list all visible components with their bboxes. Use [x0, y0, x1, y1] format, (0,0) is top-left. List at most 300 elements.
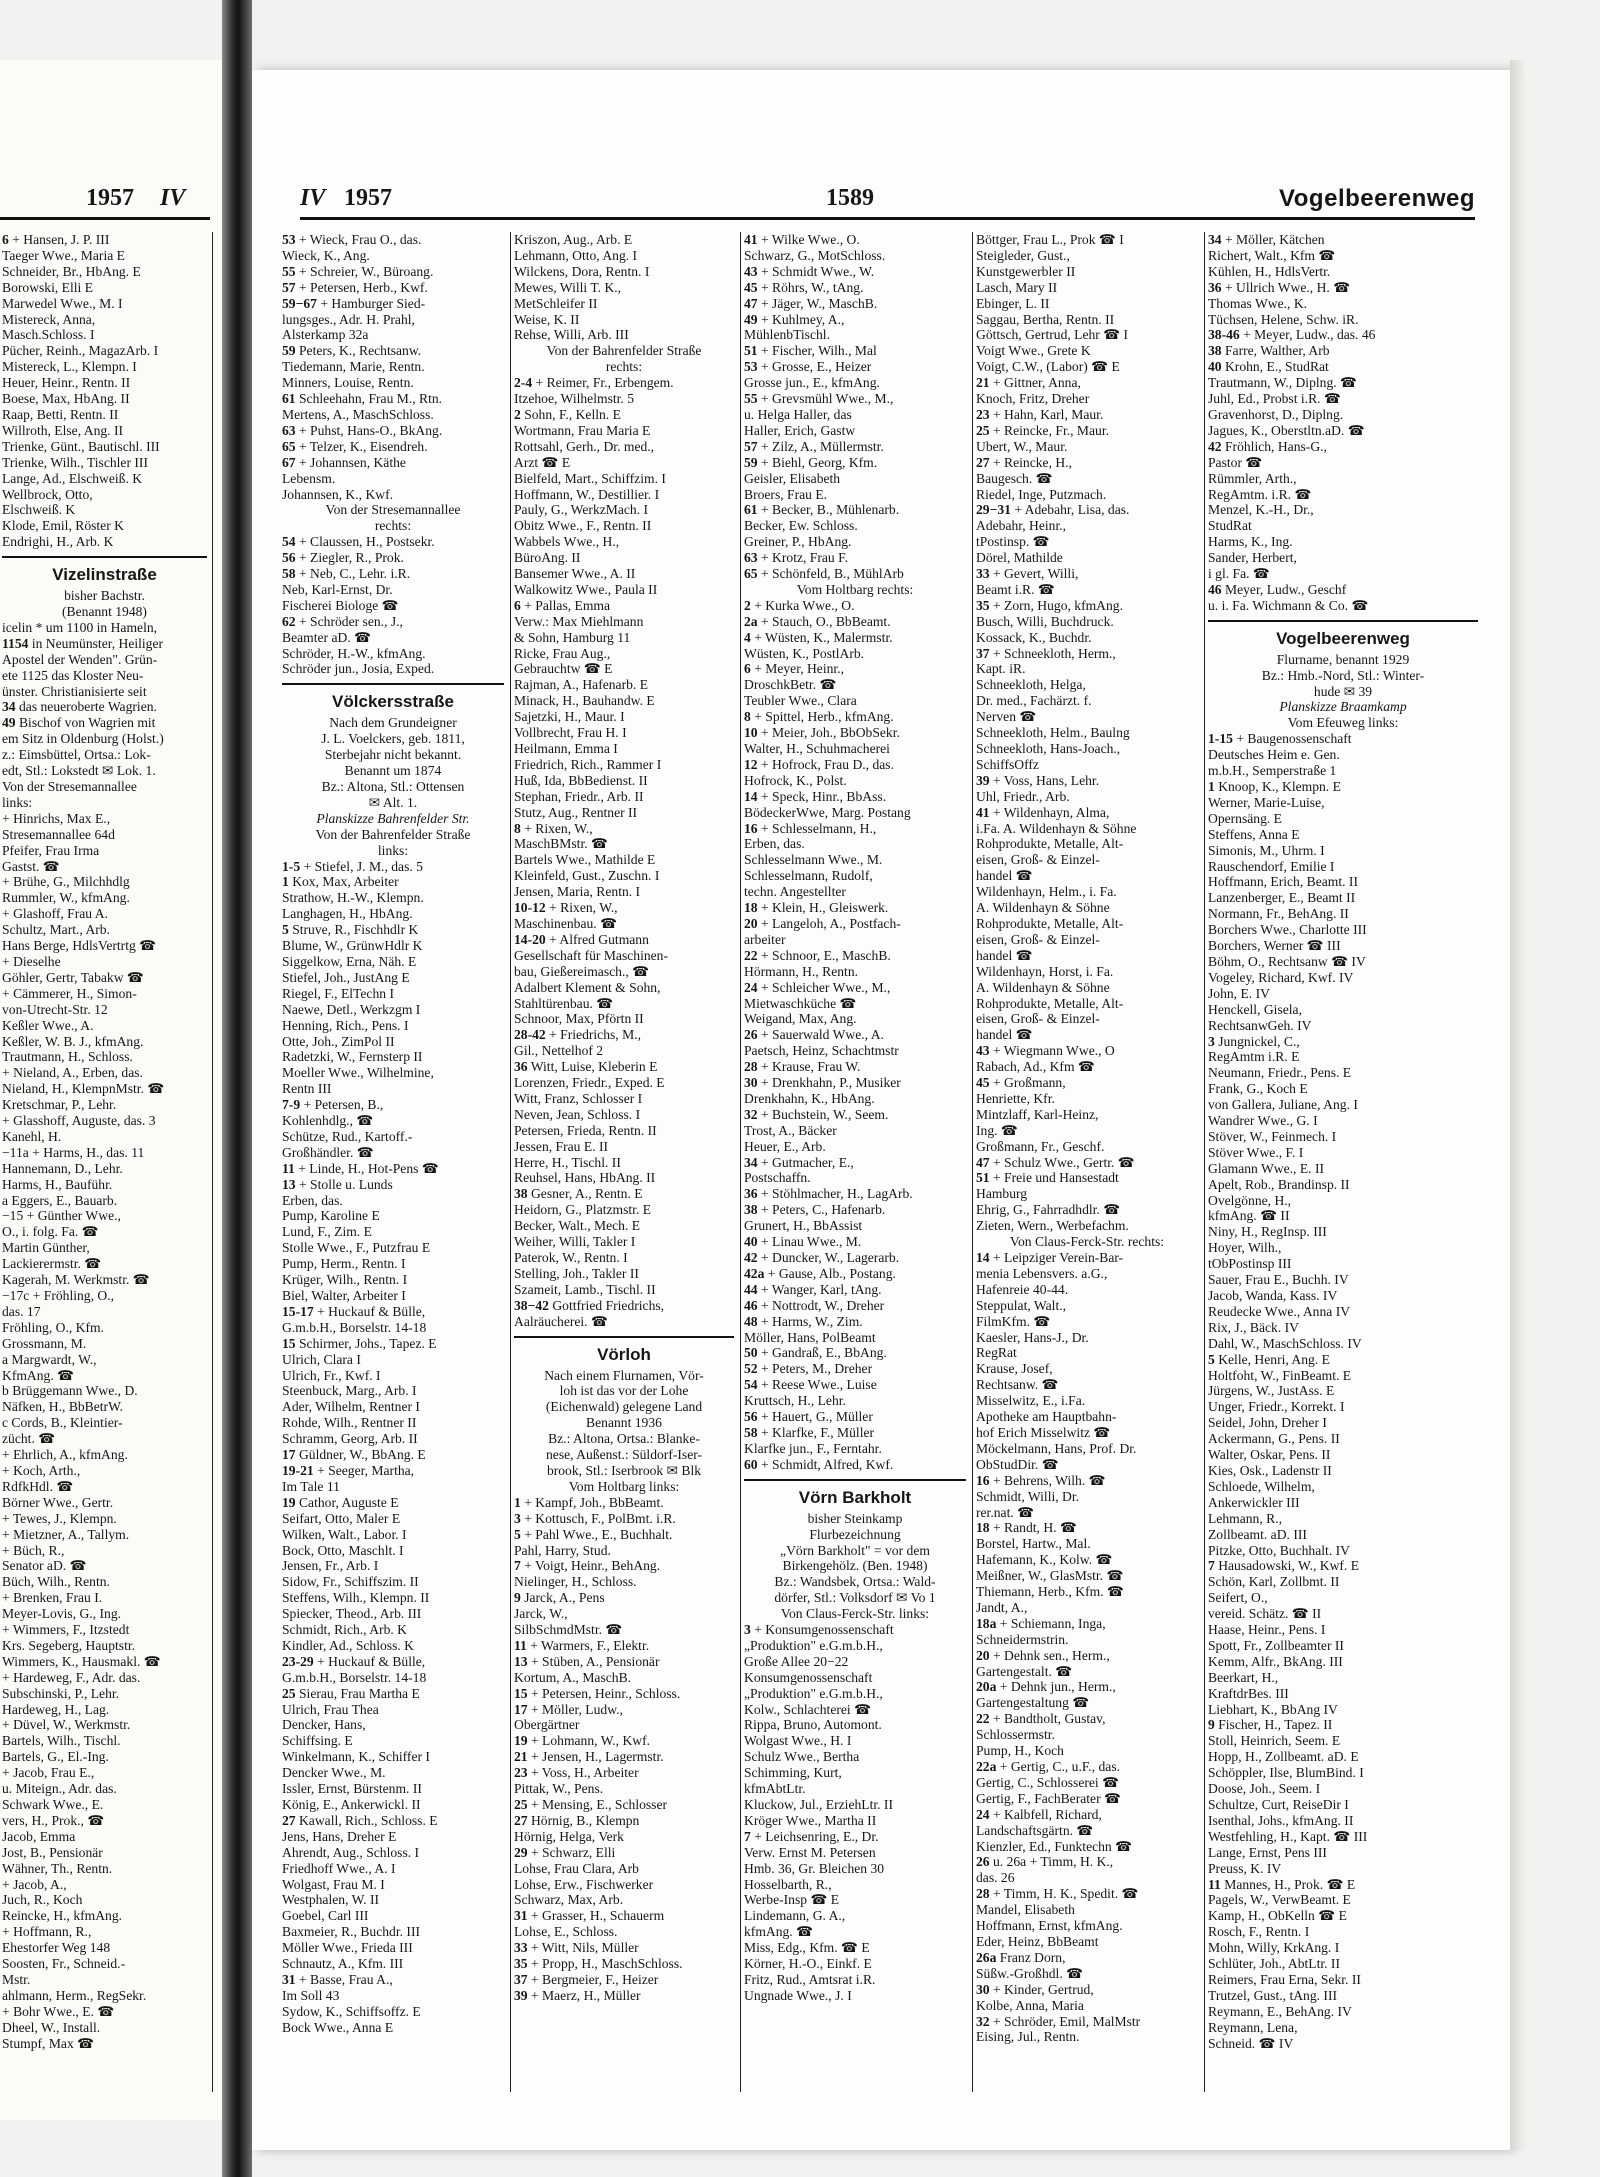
resident-entry: MühlenbTischl.: [744, 327, 830, 343]
resident-entry: −17c + Fröhling, O.,: [2, 1288, 114, 1303]
resident-entry: Böttger, Frau L., Prok ☎ I: [976, 232, 1124, 247]
resident-entry: Ader, Wilhelm, Rentner I: [282, 1399, 420, 1415]
resident-entry: 40 + Linau Wwe., M.: [744, 1234, 862, 1250]
house-number: 13: [282, 1176, 296, 1192]
resident-entry: Ricke, Frau Aug.,: [514, 645, 611, 661]
resident-entry: 28 + Krause, Frau W.: [744, 1059, 861, 1075]
house-number: 11: [282, 1160, 295, 1176]
resident-entry: Kienzler, Ed., Funktechn ☎: [976, 1838, 1133, 1854]
resident-entry: Otte, Joh., ZimPol II: [282, 1033, 395, 1049]
resident-entry: MetSchleifer II: [514, 295, 598, 311]
resident-entry: Schimming, Kurt,: [744, 1765, 842, 1781]
resident-entry: 24 + Kalbfell, Richard,: [976, 1806, 1102, 1822]
resident-entry: Stumpf, Max ☎: [2, 2035, 95, 2051]
resident-entry: handel ☎: [976, 947, 1033, 963]
resident-entry: 30 + Kinder, Gertrud,: [976, 1981, 1094, 1997]
resident-entry: Seifart, Otto, Maler E: [282, 1510, 401, 1526]
resident-entry: i.Fa. A. Wildenhayn & Söhne: [976, 820, 1137, 836]
resident-entry: Pump, Herm., Rentn. I: [282, 1256, 406, 1272]
resident-entry: Nielinger, H., Schloss.: [514, 1574, 637, 1590]
section-note: brook, Stl.: Iserbrook ✉ Blk: [546, 1462, 702, 1478]
resident-entry: Werner, Marie-Luise,: [1208, 794, 1325, 810]
resident-entry: Süßw.-Großhdl. ☎: [976, 1965, 1084, 1981]
resident-entry: Schramm, Georg, Arb. II: [282, 1431, 418, 1447]
house-number: 5: [514, 1526, 521, 1542]
resident-entry: Schwark Wwe., E.: [2, 1797, 104, 1812]
resident-entry: 1 + Kampf, Joh., BbBeamt.: [514, 1494, 664, 1510]
resident-entry: 8 + Spittel, Herb., kfmAng.: [744, 709, 894, 725]
house-number: 31: [514, 1908, 528, 1924]
house-number: 20a: [976, 1679, 997, 1695]
house-number: 1154: [2, 635, 29, 651]
house-number: 31: [282, 1971, 296, 1987]
resident-entry: O., i. folg. Fa. ☎: [2, 1224, 99, 1240]
house-number: 34: [2, 699, 16, 715]
resident-entry: Lange, Ad., Elschweiß. K: [2, 470, 143, 486]
resident-entry: Schlesselmann, Rudolf,: [744, 868, 873, 884]
resident-entry: Nieland, H., KlempnMstr. ☎: [2, 1081, 165, 1097]
resident-entry: Gebrauchtw ☎ E: [514, 661, 613, 677]
resident-entry: 20 + Dehnk sen., Herm.,: [976, 1647, 1110, 1663]
resident-entry: Tüchsen, Helene, Schw. iR.: [1208, 311, 1359, 327]
resident-entry: Henriette, Kfr.: [976, 1090, 1055, 1106]
resident-entry: Hoffmann, Erich, Beamt. II: [1208, 874, 1358, 890]
resident-entry: Göttsch, Gertrud, Lehr ☎ I: [976, 327, 1129, 343]
resident-entry: Tiedemann, Marie, Rentn.: [282, 359, 425, 375]
resident-entry: Reymann, Lena,: [1208, 2019, 1298, 2035]
resident-entry: 17 + Möller, Ludw.,: [514, 1701, 623, 1717]
resident-entry: + Koch, Arth.,: [2, 1462, 81, 1478]
resident-entry: BüroAng. II: [514, 550, 581, 566]
resident-entry: Itzehoe, Wilhelmstr. 5: [514, 391, 635, 407]
column-divider: [510, 232, 511, 2092]
house-number: 51: [976, 1170, 990, 1186]
resident-entry: u. Helga Haller, das: [744, 406, 852, 422]
street-heading: Vogelbeerenweg: [1208, 620, 1478, 650]
resident-entry: 7 + Voigt, Heinr., BehAng.: [514, 1558, 661, 1574]
house-number: 57: [282, 279, 296, 295]
resident-entry: Moeller Wwe., Wilhelmine,: [282, 1065, 434, 1081]
resident-entry: Obergärtner: [514, 1717, 580, 1733]
resident-entry: Konsumgenossenschaft: [744, 1669, 873, 1685]
resident-entry: 53 + Wieck, Frau O., das.: [282, 232, 422, 247]
resident-entry: Kriszon, Aug., Arb. E: [514, 232, 633, 247]
resident-entry: KraftdrBes. III: [1208, 1685, 1289, 1701]
resident-entry: 4 + Wüsten, K., Malermstr.: [744, 629, 893, 645]
resident-entry: b Brüggemann Wwe., D.: [2, 1383, 138, 1399]
resident-entry: von-Utrecht-Str. 12: [2, 1001, 108, 1017]
resident-entry: 7 + Leichsenring, E., Dr.: [744, 1828, 879, 1844]
house-number: 49: [2, 715, 16, 731]
resident-entry: Grossmann, M.: [2, 1335, 87, 1351]
resident-entry: FilmKfm. ☎: [976, 1313, 1051, 1329]
resident-entry: Pump, H., Koch: [976, 1743, 1064, 1759]
house-number: 53: [282, 232, 296, 247]
column-divider: [1204, 232, 1205, 2092]
resident-entry: 1154 in Neumünster, Heiliger: [2, 635, 164, 651]
resident-entry: Schneidermstrin.: [976, 1631, 1069, 1647]
house-number: 29: [514, 1844, 528, 1860]
resident-entry: Seidel, John, Dreher I: [1208, 1415, 1327, 1431]
resident-entry: 15 Schirmer, Johs., Tapez. E: [282, 1335, 437, 1351]
section-note: (Benannt 1948): [62, 604, 147, 620]
resident-entry: Adebahr, Heinr.,: [976, 518, 1067, 534]
resident-entry: Großhändler. ☎: [282, 1144, 374, 1160]
resident-entry: das. 26: [976, 1870, 1015, 1886]
resident-entry: Schütze, Rud., Kartoff.-: [282, 1128, 413, 1144]
resident-entry: Steigleder, Gust.,: [976, 247, 1070, 263]
resident-entry: Endrighi, H., Arb. K: [2, 534, 114, 550]
resident-entry: Hopp, H., Zollbeamt. aD. E: [1208, 1749, 1359, 1765]
house-number: 2a: [744, 613, 758, 629]
section-note: Von der Bahrenfelder Straße: [315, 826, 471, 842]
resident-entry: Rohprodukte, Metalle, Alt-: [976, 915, 1124, 931]
house-number: 30: [976, 1981, 990, 1997]
resident-entry: 42 + Duncker, W., Lagerarb.: [744, 1250, 900, 1265]
house-number: 1-5: [282, 858, 301, 874]
resident-entry: 57 + Zilz, A., Müllermstr.: [744, 438, 884, 454]
resident-entry: Kanehl, H.: [2, 1128, 62, 1144]
section-note: J. L. Voelckers, geb. 1811,: [321, 731, 465, 747]
resident-entry: 15 + Petersen, Heinr., Schloss.: [514, 1685, 681, 1701]
resident-entry: Eising, Jul., Rentn.: [976, 2029, 1080, 2045]
house-number: 38−42: [514, 1297, 549, 1313]
resident-entry: Juch, R., Koch: [2, 1892, 83, 1908]
resident-entry: 47 + Schulz Wwe., Gertr. ☎: [976, 1154, 1135, 1170]
house-number: 28-42: [514, 1027, 546, 1043]
section-note: rechts:: [605, 359, 643, 375]
resident-entry: Lackierermstr. ☎: [2, 1256, 102, 1272]
house-number: 38: [744, 1202, 758, 1218]
resident-entry: Doose, Joh., Seem. I: [1208, 1781, 1321, 1797]
resident-entry: 10-12 + Rixen, W.,: [514, 900, 618, 916]
page-edge: [1510, 60, 1524, 2150]
house-number: 17: [514, 1701, 528, 1717]
resident-entry: G.m.b.H., Borselstr. 14-18: [282, 1319, 427, 1335]
house-number: 42: [1208, 438, 1222, 454]
resident-entry: Mewes, Willi T. K.,: [514, 279, 622, 295]
resident-entry: Fischerei Biologe ☎: [282, 597, 399, 613]
resident-entry: 27 Kawall, Rich., Schloss. E: [282, 1812, 438, 1828]
resident-entry: StudRat: [1208, 518, 1252, 534]
resident-entry: Kluckow, Jul., ErziehLtr. II: [744, 1797, 893, 1812]
section-note: dörfer, Stl.: Volksdorf ✉ Vo 1: [774, 1590, 936, 1606]
resident-entry: Pfeifer, Frau Irma: [2, 842, 100, 858]
resident-entry: Stelling, Joh., Takler II: [514, 1265, 639, 1281]
resident-entry: em Sitz in Oldenburg (Holst.): [2, 731, 164, 747]
resident-entry: Soosten, Fr., Schneid.-: [2, 1956, 126, 1972]
resident-entry: Schwarz, Max, Arb.: [514, 1892, 624, 1908]
resident-entry: 32 + Buchstein, W., Seem.: [744, 1106, 889, 1122]
resident-entry: Hardeweg, H., Lag.: [2, 1701, 110, 1717]
house-number: 14: [744, 788, 758, 804]
resident-entry: 19-21 + Seeger, Martha,: [282, 1462, 415, 1478]
resident-entry: 1-5 + Stiefel, J. M., das. 5: [282, 858, 423, 874]
resident-entry: ahlmann, Herm., RegSekr.: [2, 1987, 147, 2003]
resident-entry: 52 + Peters, M., Dreher: [744, 1361, 873, 1377]
section-note: Bz.: Altona, Ortsa.: Blanke-: [548, 1431, 700, 1447]
resident-entry: 28 + Timm, H. K., Spedit. ☎: [976, 1886, 1139, 1902]
resident-entry: z.: Eimsbüttel, Ortsa.: Lok-: [2, 747, 151, 763]
house-number: 65: [744, 566, 758, 582]
house-number: 21: [976, 375, 990, 391]
resident-entry: Wilken, Walt., Labor. I: [282, 1526, 407, 1542]
directory-column-5: [1208, 232, 1478, 2092]
right-page-year: 1957: [344, 185, 392, 211]
resident-entry: Walter, Oskar, Pens. II: [1208, 1447, 1331, 1463]
resident-entry: Lehmann, R.,: [1208, 1510, 1282, 1526]
house-number: 24: [976, 1806, 990, 1822]
resident-entry: kfmAng. ☎ II: [1208, 1208, 1290, 1224]
resident-entry: Hafemann, K., Kolw. ☎: [976, 1552, 1113, 1568]
resident-entry: Witt, Franz, Schlosser I: [514, 1090, 643, 1106]
house-number: 28: [744, 1059, 758, 1075]
resident-entry: 26 + Sauerwald Wwe., A.: [744, 1027, 884, 1043]
resident-entry: Schneid. ☎ IV: [1208, 2035, 1294, 2051]
resident-entry: Kapt. iR.: [976, 661, 1026, 677]
resident-entry: 18 + Randt, H. ☎: [976, 1520, 1077, 1536]
resident-entry: Pump, Karoline E: [282, 1208, 380, 1224]
resident-entry: Riegel, F., ElTechn I: [282, 985, 394, 1001]
resident-entry: Wildenhayn, Horst, i. Fa.: [976, 963, 1114, 979]
resident-entry: Wabbels Wwe., H.,: [514, 534, 620, 550]
resident-entry: Rümmler, Arth.,: [1208, 470, 1297, 486]
house-number: 46: [744, 1297, 758, 1313]
resident-entry: Gesellschaft für Maschinen-: [514, 947, 669, 963]
resident-entry: Walkowitz Wwe., Paula II: [514, 581, 658, 597]
resident-entry: Weigand, Max, Ang.: [744, 1011, 857, 1027]
resident-entry: Postschaffn.: [744, 1170, 811, 1186]
resident-entry: + Hinrichs, Max E.,: [2, 810, 111, 826]
resident-entry: eisen, Groß- & Einzel-: [976, 931, 1100, 947]
resident-entry: 27 Hörnig, B., Klempn: [514, 1812, 640, 1828]
resident-entry: 61 Schleehahn, Frau M., Rtn.: [282, 391, 443, 407]
resident-entry: u. i. Fa. Wichmann & Co. ☎: [1208, 597, 1369, 613]
resident-entry: 16 + Behrens, Wilh. ☎: [976, 1472, 1106, 1488]
map-reference: Planskizze Braamkamp: [1279, 699, 1407, 715]
resident-entry: Bielfeld, Mart., Schiffzim. I: [514, 470, 666, 486]
house-number: 28: [976, 1886, 990, 1902]
resident-entry: ete 1125 das Kloster Neu-: [2, 667, 144, 683]
resident-entry: Kruttsch, H., Lehr.: [744, 1393, 846, 1409]
resident-entry: 45 + Großmann,: [976, 1075, 1066, 1091]
house-number: 62: [282, 613, 296, 629]
right-page-header: [300, 185, 1475, 220]
house-number: 30: [744, 1075, 758, 1091]
resident-entry: + Düvel, W., Werkmstr.: [2, 1717, 131, 1733]
resident-entry: 46 + Nottrodt, W., Dreher: [744, 1297, 885, 1313]
resident-entry: 46 Meyer, Ludw., Geschf: [1208, 581, 1347, 597]
resident-entry: 54 + Claussen, H., Postsekr.: [282, 534, 435, 550]
resident-entry: 37 + Schneekloth, Herm.,: [976, 645, 1116, 661]
resident-entry: 9 Fischer, H., Tapez. II: [1208, 1717, 1333, 1733]
page-number: 1589: [826, 185, 874, 211]
resident-entry: Jens, Hans, Dreher E: [282, 1828, 397, 1844]
house-number: 21: [514, 1749, 528, 1765]
resident-entry: Wandrer Wwe., G. I: [1208, 1113, 1318, 1129]
resident-entry: Strathow, H.-W., Klempn.: [282, 890, 424, 906]
resident-entry: Henckell, Gisela,: [1208, 1001, 1302, 1017]
resident-entry: 42a + Gause, Alb., Postang.: [744, 1265, 896, 1281]
resident-entry: 7 Hausadowski, W., Kwf. E: [1208, 1558, 1360, 1574]
resident-entry: Niny, H., RegInsp. III: [1208, 1224, 1327, 1240]
resident-entry: Uhl, Friedr., Arb.: [976, 788, 1070, 804]
house-number: 11: [1208, 1876, 1221, 1892]
section-note: Von der Stresemannallee: [325, 502, 461, 518]
resident-entry: Haase, Heinr., Pens. I: [1208, 1622, 1326, 1638]
resident-entry: 6 + Pallas, Emma: [514, 597, 611, 613]
resident-entry: Werbe-Insp ☎ E: [744, 1892, 840, 1908]
resident-entry: Heilmann, Emma I: [514, 741, 618, 756]
resident-entry: Verw. Ernst M. Petersen: [744, 1844, 876, 1860]
resident-entry: 58 + Klarfke, F., Müller: [744, 1424, 875, 1440]
house-number: 22a: [976, 1759, 997, 1774]
resident-entry: 57 + Petersen, Herb., Kwf.: [282, 279, 428, 295]
resident-entry: Becker, Ew. Schloss.: [744, 518, 858, 534]
resident-entry: 35 + Propp, H., MaschSchloss.: [514, 1956, 683, 1972]
house-number: 7: [514, 1558, 521, 1574]
resident-entry: u. Miteign., Adr. das.: [2, 1781, 117, 1797]
resident-entry: Friedrich, Rich., Rammer I: [514, 756, 662, 772]
resident-entry: Weise, K. II: [514, 311, 580, 327]
resident-entry: Schneekloth, Helga,: [976, 677, 1086, 693]
resident-entry: RegRat: [976, 1345, 1017, 1361]
house-number: 5: [282, 922, 289, 938]
resident-entry: 53 + Grosse, E., Heizer: [744, 359, 872, 375]
resident-entry: Riedel, Inge, Putzmach.: [976, 486, 1107, 502]
resident-entry: Kemm, Alfr., BkAng. III: [1208, 1653, 1343, 1669]
house-number: 16: [976, 1472, 990, 1488]
house-number: 37: [514, 1971, 528, 1987]
resident-entry: Dr. med., Fachärzt. f.: [976, 693, 1092, 709]
house-number: 26a: [976, 1949, 997, 1965]
house-number: 1: [514, 1494, 521, 1510]
resident-entry: Stiefel, Joh., JustAng E: [282, 969, 410, 985]
resident-entry: + Ehrlich, A., kfmAng.: [2, 1447, 128, 1463]
resident-entry: vers, H., Prok., ☎: [2, 1812, 105, 1828]
resident-entry: m.b.H., Semperstraße 1: [1208, 763, 1337, 779]
resident-entry: + Cämmerer, H., Simon-: [2, 985, 137, 1001]
section-note: links:: [377, 842, 409, 858]
resident-entry: „Produktion" e.G.m.b.H.,: [744, 1637, 883, 1653]
directory-column-left-page: [2, 232, 207, 2092]
resident-entry: Gertig, F., FachBerater ☎: [976, 1790, 1121, 1806]
resident-entry: 60 + Schmidt, Alfred, Kwf.: [744, 1456, 894, 1472]
resident-entry: Wildenhayn, Helm., i. Fa.: [976, 884, 1117, 900]
house-number: 27: [282, 1812, 296, 1828]
resident-entry: 38−42 Gottfried Friedrichs,: [514, 1297, 665, 1313]
resident-entry: Sander, Herbert,: [1208, 550, 1297, 566]
house-number: 25: [514, 1797, 528, 1812]
resident-entry: Kunstgewerbler II: [976, 263, 1076, 279]
resident-entry: Trienke, Wilh., Tischler III: [2, 454, 148, 470]
resident-entry: 33 + Witt, Nils, Müller: [514, 1940, 639, 1956]
resident-entry: 58 + Neb, C., Lehr. i.R.: [282, 566, 411, 582]
resident-entry: 11 + Warmers, F., Elektr.: [514, 1637, 650, 1653]
house-number: 10-12: [514, 900, 546, 916]
resident-entry: + Wimmers, F., Itzstedt: [2, 1622, 130, 1638]
resident-entry: menia Lebensvers. a.G.,: [976, 1265, 1108, 1281]
resident-entry: Lange, Ernst, Pens III: [1208, 1844, 1327, 1860]
resident-entry: Im Soll 43: [282, 1987, 340, 2003]
resident-entry: Stutz, Aug., Rentner II: [514, 804, 638, 820]
resident-entry: Normann, Fr., BehAng. II: [1208, 906, 1349, 922]
resident-entry: 56 + Ziegler, R., Prok.: [282, 550, 404, 566]
resident-entry: Bock, Otto, Maschlt. I: [282, 1542, 404, 1558]
resident-entry: −15 + Günther Wwe.,: [2, 1208, 121, 1224]
resident-entry: Rechtsanw. ☎: [976, 1377, 1059, 1393]
resident-entry: Großmann, Fr., Geschf.: [976, 1138, 1105, 1154]
resident-entry: Beamt i.R. ☎: [976, 581, 1055, 597]
resident-entry: Neven, Jean, Schloss. I: [514, 1106, 641, 1122]
resident-entry: Wortmann, Frau Maria E: [514, 422, 651, 438]
section-note: Vom Efeuweg links:: [1287, 715, 1399, 731]
resident-entry: König, E., Ankerwickl. II: [282, 1797, 421, 1812]
resident-entry: Kindler, Ad., Schloss. K: [282, 1637, 414, 1653]
resident-entry: 63 + Puhst, Hans-O., BkAng.: [282, 422, 443, 438]
resident-entry: Fritz, Rud., Amtsrat i.R.: [744, 1971, 876, 1987]
resident-entry: 43 + Schmidt Wwe., W.: [744, 263, 875, 279]
resident-entry: 36 + Stöhlmacher, H., LagArb.: [744, 1186, 913, 1202]
resident-entry: Ulrich, Clara I: [282, 1351, 361, 1367]
house-number: 6: [514, 597, 521, 613]
house-number: 3: [1208, 1033, 1215, 1049]
resident-entry: 41 + Wildenhayn, Alma,: [976, 804, 1110, 820]
resident-entry: + Jacob, A.,: [2, 1876, 67, 1892]
directory-column-4: [976, 232, 1198, 2092]
resident-entry: Rohprodukte, Metalle, Alt-: [976, 836, 1124, 852]
resident-entry: Hoffmann, Ernst, kfmAng.: [976, 1918, 1123, 1934]
resident-entry: 21 + Jensen, H., Lagermstr.: [514, 1749, 664, 1765]
house-number: 45: [976, 1075, 990, 1091]
resident-entry: Pagels, W., VerwBeamt. E: [1208, 1892, 1351, 1908]
resident-entry: Sajetzki, H., Maur. I: [514, 709, 625, 725]
resident-entry: tObPostinsp III: [1208, 1256, 1292, 1272]
resident-entry: Seifert, O.,: [1208, 1590, 1268, 1606]
resident-entry: 24 + Schleicher Wwe., M.,: [744, 979, 891, 995]
resident-entry: Haller, Erich, Gastw: [744, 422, 856, 438]
resident-entry: Willroth, Else, Ang. II: [2, 422, 124, 438]
resident-entry: SchiffsOffz: [976, 756, 1039, 772]
resident-entry: Richert, Walt., Kfm ☎: [1208, 247, 1336, 263]
section-note: (Eichenwald) gelegene Land: [545, 1399, 703, 1415]
resident-entry: Becker, Walt., Mech. E: [514, 1218, 641, 1234]
resident-entry: Voigt Wwe., Grete K: [976, 343, 1091, 359]
house-number: 12: [744, 756, 758, 772]
house-number: 5: [1208, 1351, 1215, 1367]
resident-entry: Dheel, W., Install.: [2, 2019, 101, 2035]
house-number: 19: [282, 1494, 296, 1510]
resident-entry: Johannsen, K., Kwf.: [282, 486, 394, 502]
resident-entry: Goebel, Carl III: [282, 1908, 369, 1924]
house-number: 1: [1208, 779, 1215, 794]
resident-entry: 18a + Schiemann, Inga,: [976, 1615, 1106, 1631]
house-number: 20: [976, 1647, 990, 1663]
resident-entry: Maschinenbau. ☎: [514, 915, 618, 931]
resident-entry: Apostel der Wenden". Grün-: [2, 651, 158, 667]
resident-entry: Pittak, W., Pens.: [514, 1781, 604, 1797]
resident-entry: Verw.: Max Miehlmann: [514, 613, 644, 629]
resident-entry: Hörmann, H., Rentn.: [744, 963, 859, 979]
resident-entry: Meißner, W., GlasMstr. ☎: [976, 1568, 1124, 1584]
resident-entry: 15-17 + Huckauf & Bülle,: [282, 1303, 426, 1319]
resident-entry: 19 + Lohmann, W., Kwf.: [514, 1733, 651, 1749]
house-number: 46: [1208, 581, 1222, 597]
resident-entry: 30 + Drenkhahn, P., Musiker: [744, 1075, 901, 1091]
resident-entry: Jost, B., Pensionär: [2, 1844, 103, 1860]
resident-entry: + Brenken, Frau I.: [2, 1590, 103, 1606]
resident-entry: + Mietzner, A., Tallym.: [2, 1526, 130, 1542]
